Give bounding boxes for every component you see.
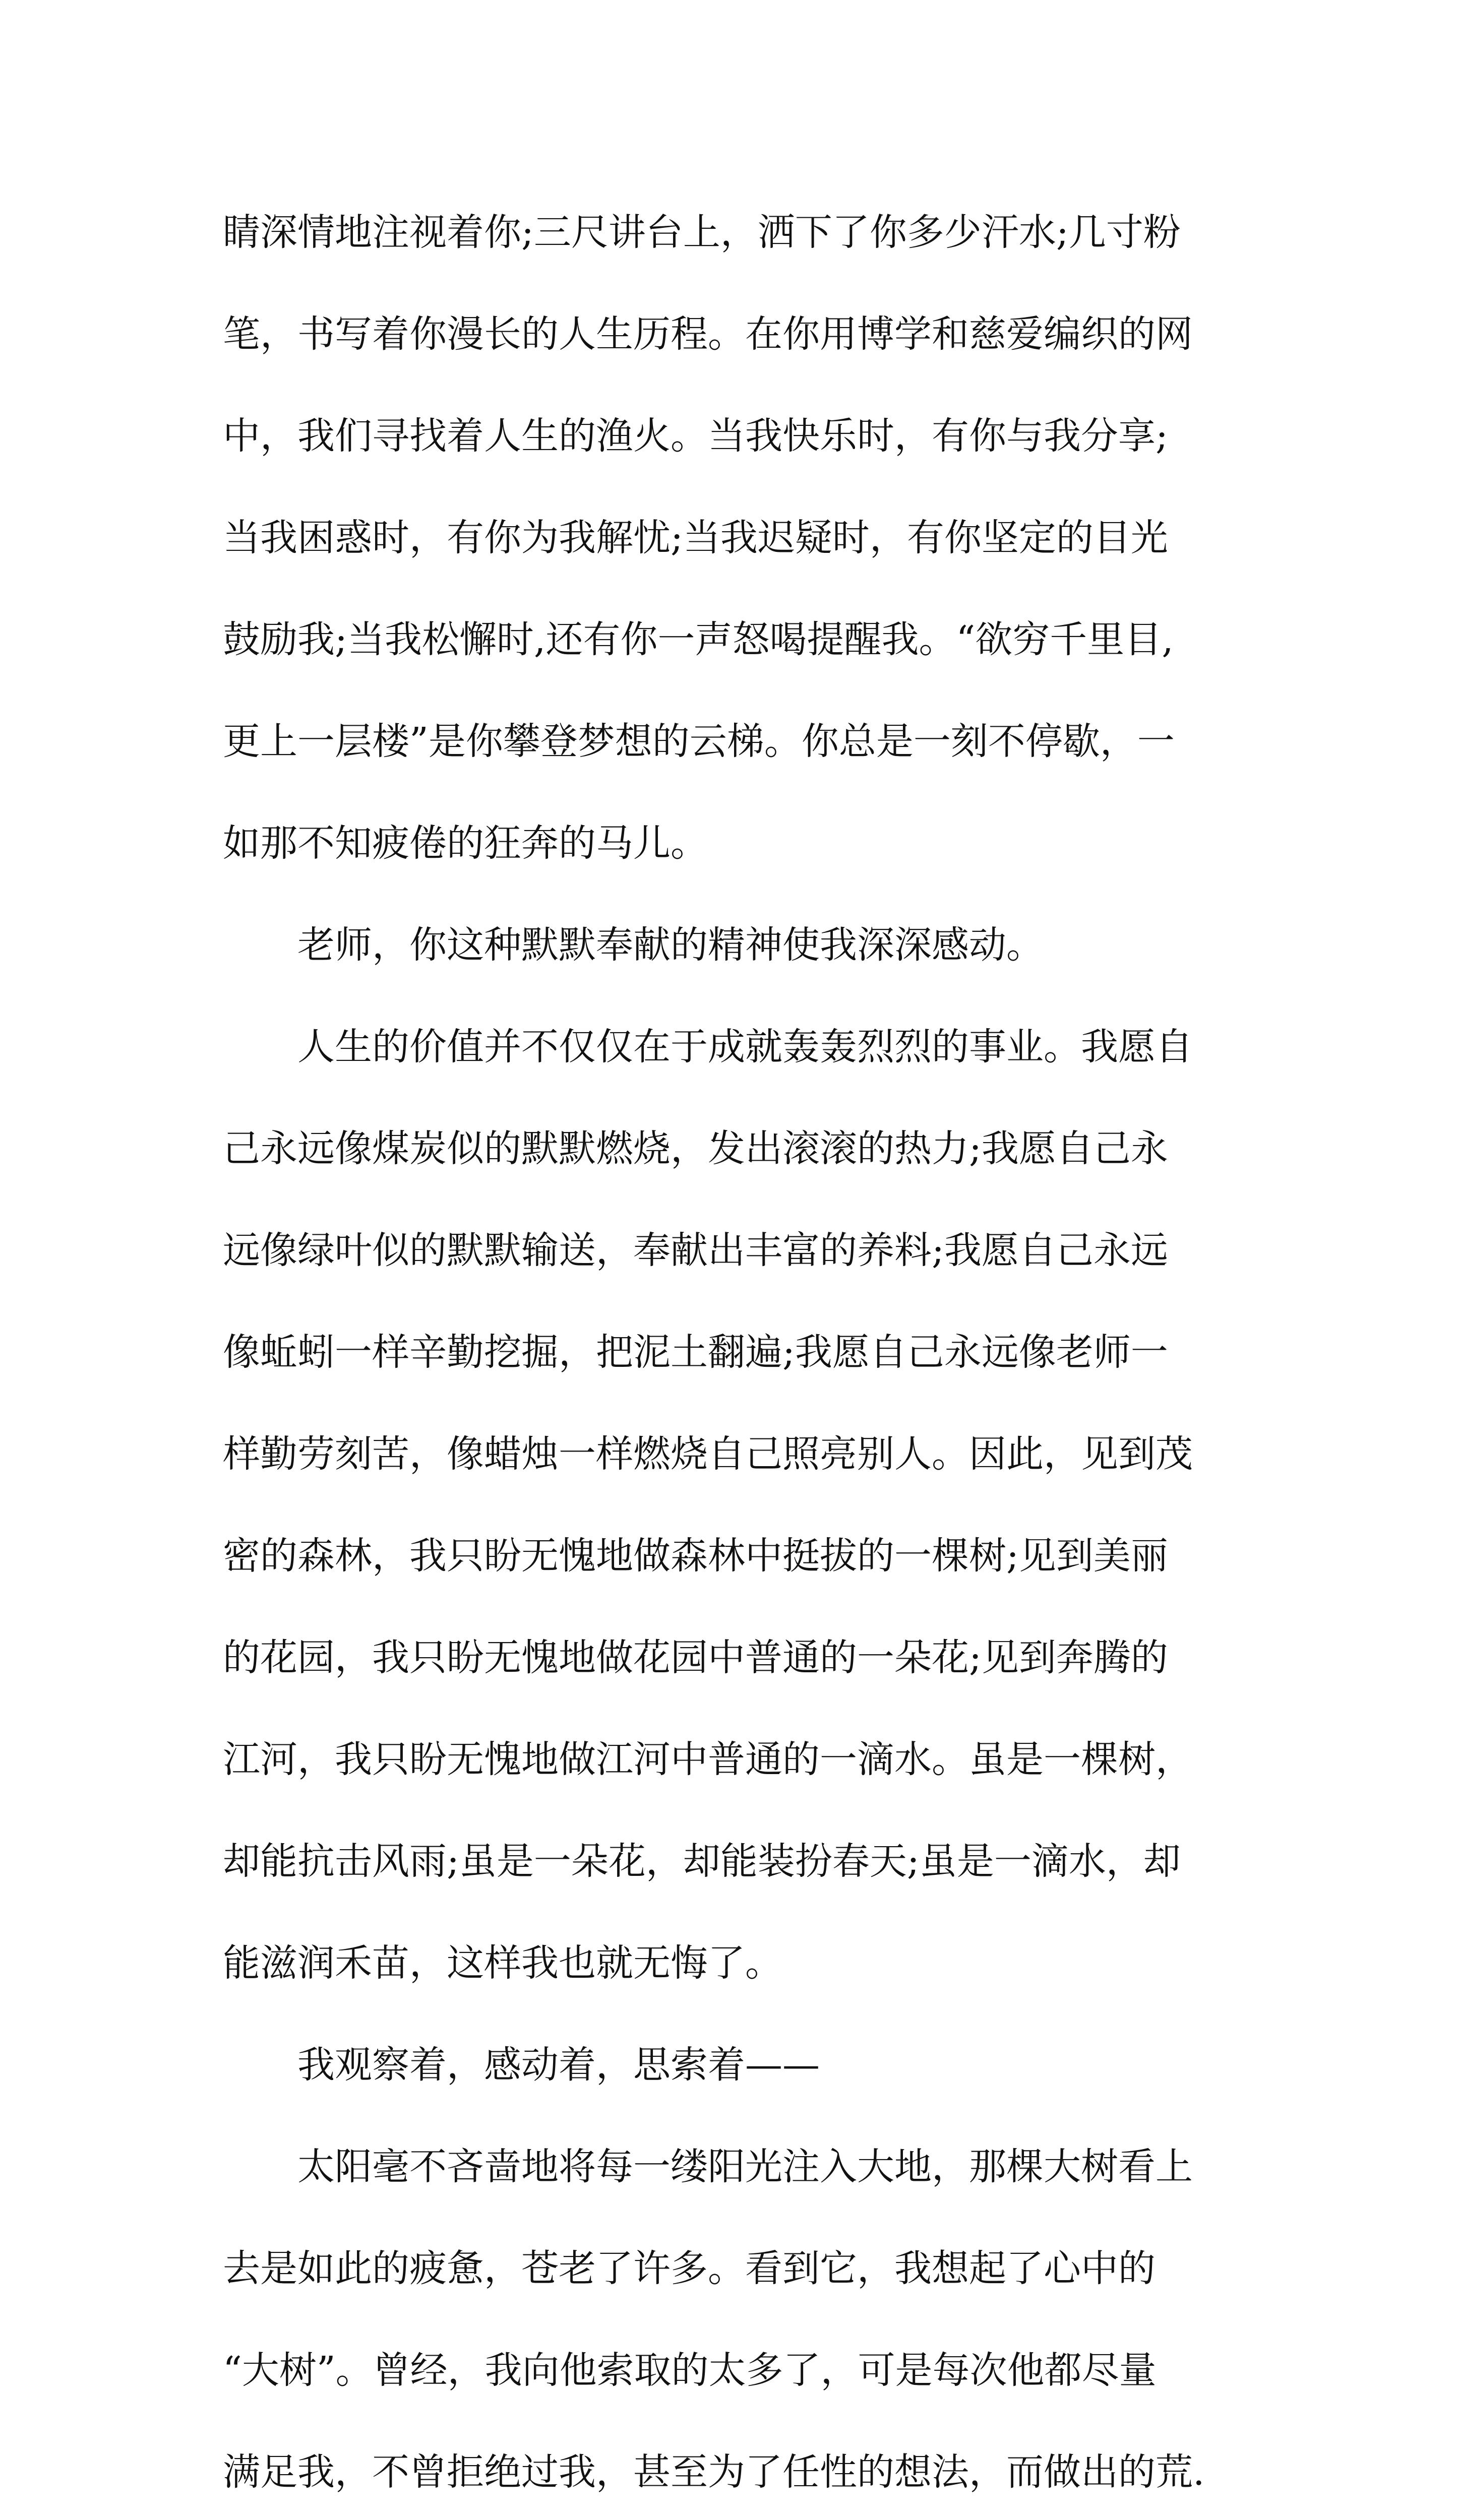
paragraph-start-line: 老师，你这种默默奉献的精神使我深深感动。 xyxy=(297,923,1044,967)
paragraph-start-line: 我观察着，感动着，思索着—— xyxy=(297,2043,820,2087)
text-line: 江河，我只盼无愧地做江河中普通的一滴水。虽是一棵树， xyxy=(223,1738,1193,1781)
text-line: 样勤劳刻苦，像蜡烛一样燃烧自己照亮别人。因此，见到茂 xyxy=(223,1432,1193,1476)
text-line: 笔，书写着你漫长的人生历程。在你用博学和慈爱编织的网 xyxy=(223,312,1193,356)
text-line: 更上一层楼”是你攀登梦想的云梯。你总是一刻不停歇，一 xyxy=(223,720,1175,763)
text-line: 能滋润禾苗，这样我也就无悔了。 xyxy=(223,1941,782,1985)
text-line: “大树”。曾经，我向他索取的太多了，可是每次他都尽量 xyxy=(223,2349,1157,2392)
text-line: 如那不知疲倦的狂奔的马儿。 xyxy=(223,822,708,865)
text-line: 满足我，不曾拒绝过我，甚至为了任性的想法，而做出的荒. xyxy=(223,2450,1205,2494)
text-line: 当我困惑时，有你为我解忧;当我迟疑时，有你坚定的目光 xyxy=(223,516,1168,559)
text-line: 去是如此的疲惫，苍老了许多。看到它，我想起了心中的 xyxy=(223,2247,1156,2290)
text-line: 的花园，我只盼无愧地做花园中普通的一朵花;见到奔腾的 xyxy=(223,1636,1168,1679)
text-line: 己永远像煤炭似的默默燃烧，发出滚滚的热力;我愿自己永 xyxy=(223,1127,1168,1170)
text-line: 中，我们寻找着人生的渔火。当我快乐时，有你与我分享; xyxy=(223,414,1168,458)
text-line: 密的森林，我只盼无愧地做森林中挺拔的一棵树;见到美丽 xyxy=(223,1534,1168,1578)
text-line: 鼓励我;当我松懈时,还有你一声怒喝提醒我。“欲穷千里目, xyxy=(223,618,1174,661)
text-line: 像蚯蚓一样辛勤挖掘，把泥土翻遍;我愿自己永远像老师一 xyxy=(223,1331,1168,1374)
body-text xyxy=(223,181,1261,2520)
paragraph-start-line: 太阳毫不吝啬地将每一缕阳光注入大地，那棵大树看上 xyxy=(297,2145,1193,2188)
text-line: 却能抗击风雨;虽是一朵花，却能装扮春天;虽是一滴水，却 xyxy=(223,1840,1181,1883)
text-line: 睛深情地注视着你;三尺讲台上，洒下了你多少汗水;几寸粉 xyxy=(223,211,1181,254)
text-line: 远像绿叶似的默默输送，奉献出丰富的养料;我愿自己永远 xyxy=(223,1229,1168,1272)
paragraph-start-line: 人生的价值并不仅仅在于成就轰轰烈烈的事业。我愿自 xyxy=(297,1025,1193,1068)
